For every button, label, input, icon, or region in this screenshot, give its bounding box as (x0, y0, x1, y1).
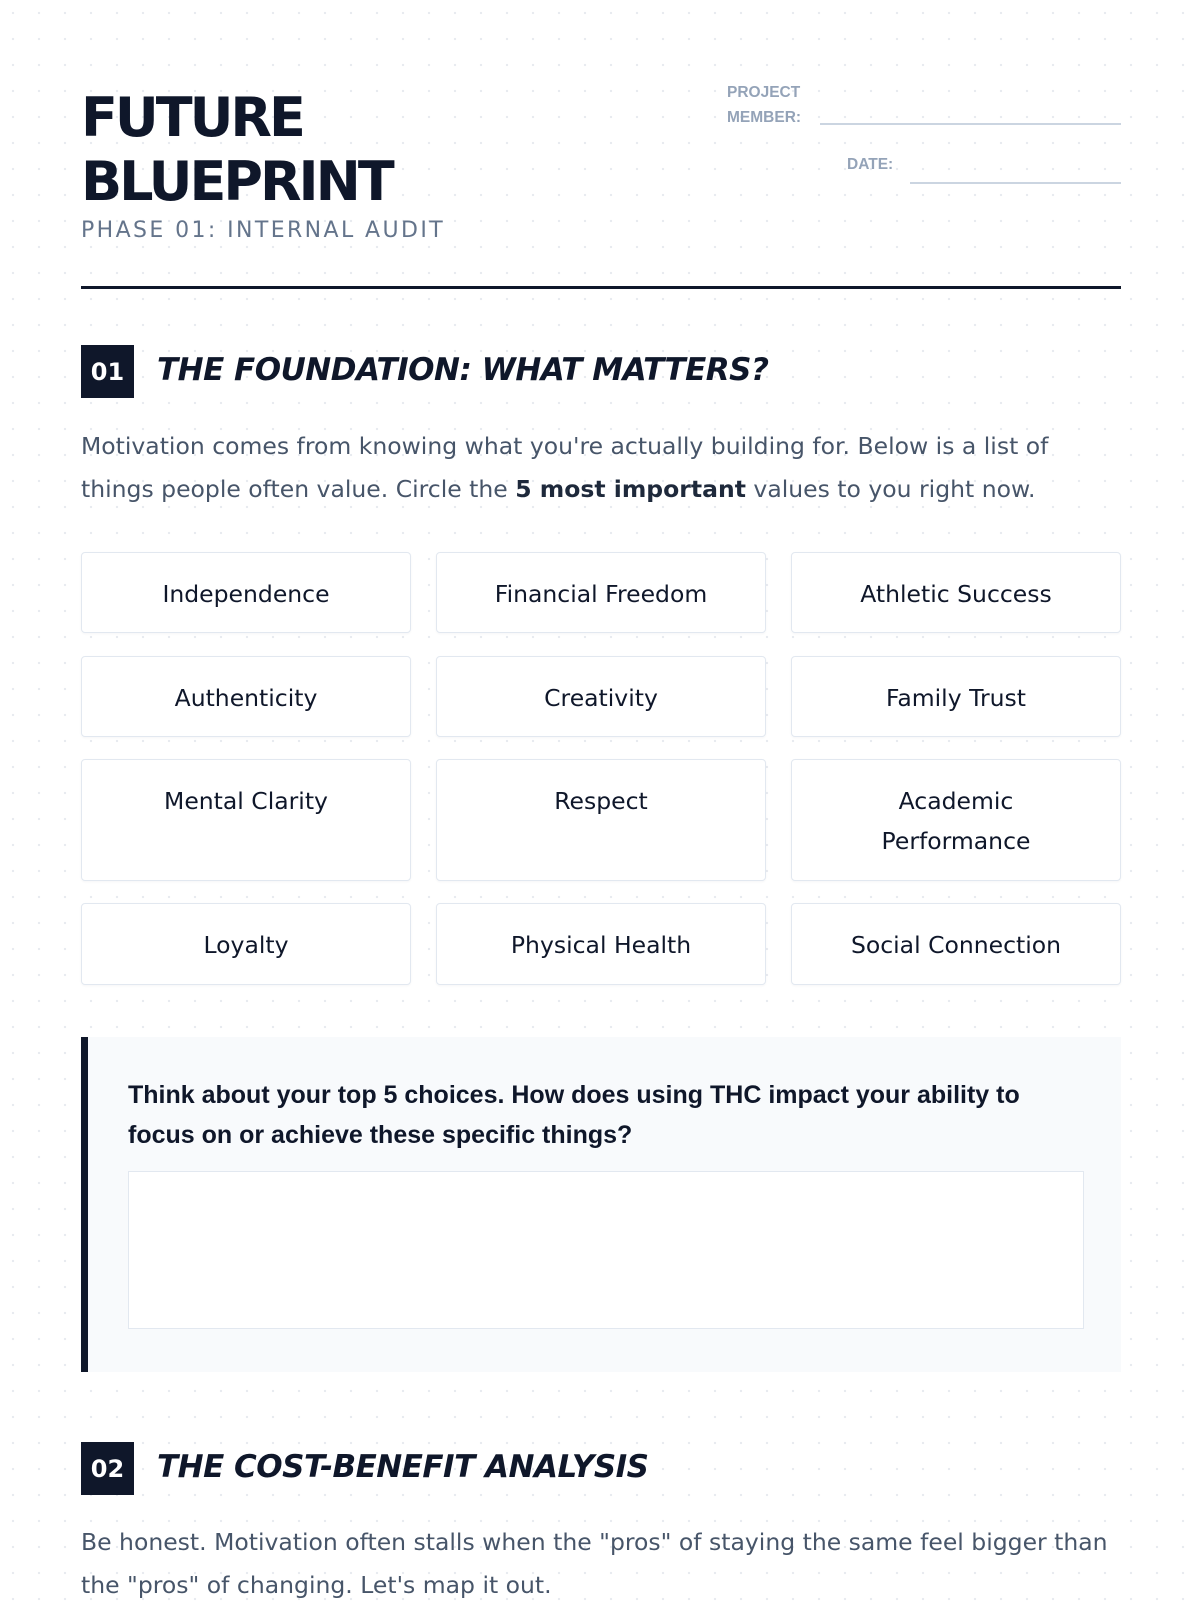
value-option[interactable]: Social Connection (791, 903, 1121, 985)
title-line-2: BLUEPRINT (81, 150, 392, 213)
project-member-label-line-2: MEMBER: (727, 109, 802, 126)
project-member-label (727, 80, 801, 130)
date-field[interactable] (910, 182, 1121, 184)
reflection-answer-field[interactable] (128, 1171, 1084, 1329)
section-1-title: THE FOUNDATION: WHAT MATTERS? (157, 352, 769, 388)
section-2-number-badge: 02 (81, 1442, 134, 1495)
section-1-intro (81, 425, 1121, 511)
value-option[interactable]: Independence (81, 552, 411, 633)
title-line-1: FUTURE (81, 86, 303, 149)
page-title (81, 86, 392, 214)
value-option[interactable]: Athletic Success (791, 552, 1121, 633)
section-2-title: THE COST-BENEFIT ANALYSIS (157, 1449, 649, 1485)
section-1-intro-text-end: values to you right now. (745, 475, 1036, 503)
section-1-intro-emphasis: 5 most important (515, 475, 746, 503)
value-option[interactable]: Creativity (436, 656, 766, 737)
project-member-label-line-1: PROJECT (727, 84, 801, 101)
reflection-question: Think about your top 5 choices. How does using THC impact your ability to focus on or achieve these specific things? (128, 1081, 1020, 1149)
section-1-intro-text-start: Motivation comes from knowing what you're actually building for. Below is a list of things people often value. Circle the (81, 432, 1049, 503)
reflection-box (81, 1037, 1121, 1372)
section-2-intro: Be honest. Motivation often stalls when the "pros" of staying the same feel bigger than the "pros" of changing. Let's map it out. (81, 1528, 1108, 1599)
value-option[interactable]: Financial Freedom (436, 552, 766, 633)
page-subtitle: PHASE 01: INTERNAL AUDIT (81, 218, 446, 243)
value-option[interactable]: Respect (436, 759, 766, 881)
value-option[interactable]: Physical Health (436, 903, 766, 985)
value-option[interactable]: Loyalty (81, 903, 411, 985)
header-divider (81, 286, 1121, 289)
date-label: DATE: (847, 156, 894, 173)
value-option[interactable]: Authenticity (81, 656, 411, 737)
section-1-number-badge: 01 (81, 345, 134, 398)
value-option[interactable]: Family Trust (791, 656, 1121, 737)
value-option[interactable]: Mental Clarity (81, 759, 411, 881)
value-option[interactable]: Academic Performance (791, 759, 1121, 881)
project-member-field[interactable] (820, 123, 1121, 125)
